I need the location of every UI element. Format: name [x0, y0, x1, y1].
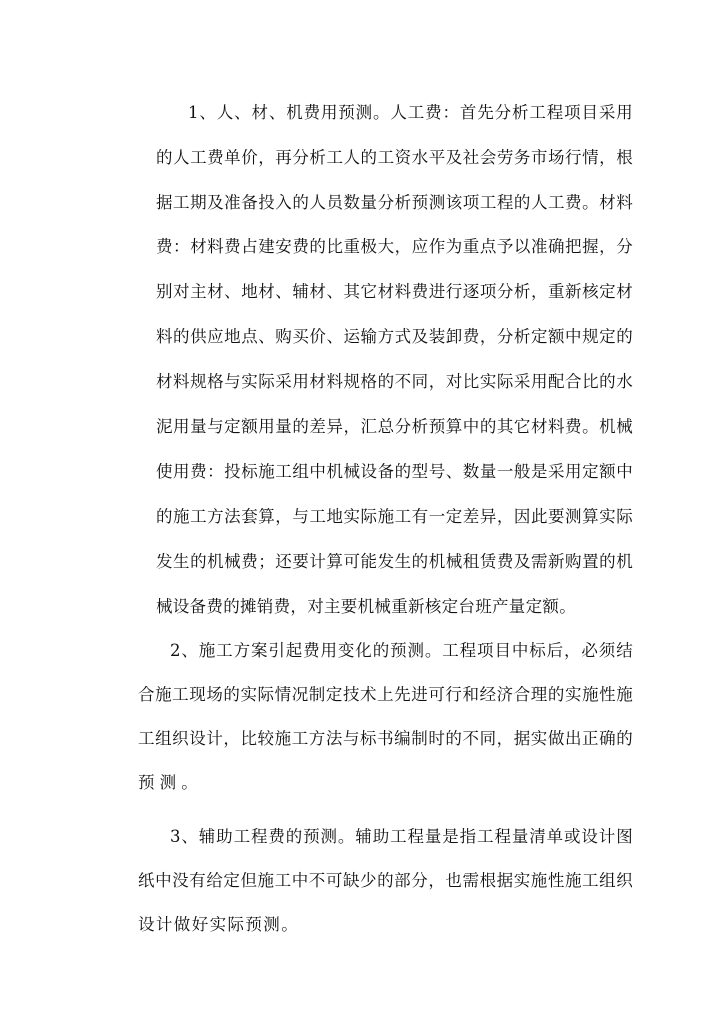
paragraph-1-line-3: 据工期及准备投入的人员数量分析预测该项工程的人工费。材料	[156, 193, 634, 212]
paragraph-1-line-5: 别对主材、地材、辅材、其它材料费进行逐项分析，重新核定材	[156, 282, 634, 301]
paragraph-1-line-9: 使用费：投标施工组中机械设备的型号、数量一般是采用定额中	[156, 462, 634, 481]
paragraph-1-line-12: 械设备费的摊销费，对主要机械重新核定台班产量定额。	[156, 597, 576, 616]
paragraph-1-line-10: 的施工方法套算，与工地实际施工有一定差异，因此要测算实际	[156, 507, 634, 526]
paragraph-1-line-11: 发生的机械费；还要计算可能发生的机械租赁费及需新购置的机	[156, 552, 634, 571]
paragraph-1-line-6: 料的供应地点、购买价、运输方式及装卸费，分析定额中规定的	[156, 327, 634, 346]
paragraph-3-line-1: 3、辅助工程费的预测。辅助工程量是指工程量清单或设计图	[170, 827, 634, 846]
paragraph-1-line-7: 材料规格与实际采用材料规格的不同，对比实际采用配合比的水	[156, 372, 634, 391]
paragraph-3-line-3: 设计做好实际预测。	[138, 915, 300, 934]
paragraph-2-line-1: 2、施工方案引起费用变化的预测。工程项目中标后，必须结	[170, 641, 634, 660]
paragraph-3-line-2: 纸中没有给定但施工中不可缺少的部分，也需根据实施性施工组织	[138, 871, 634, 890]
paragraph-1-line-1: 1、人、材、机费用预测。人工费：首先分析工程项目采用	[188, 103, 634, 122]
paragraph-1-line-4: 费：材料费占建安费的比重极大，应作为重点予以准确把握，分	[156, 237, 634, 256]
paragraph-2-line-2: 合施工现场的实际情况制定技术上先进可行和经济合理的实施性施	[138, 685, 634, 704]
paragraph-1-line-8: 泥用量与定额用量的差异，汇总分析预算中的其它材料费。机械	[156, 417, 634, 436]
paragraph-2-line-3: 工组织设计，比较施工方法与标书编制时的不同，据实做出正确的	[138, 729, 634, 748]
paragraph-2-line-4: 预测。	[138, 773, 203, 792]
paragraph-1-line-2: 的人工费单价，再分析工人的工资水平及社会劳务市场行情，根	[156, 148, 634, 167]
